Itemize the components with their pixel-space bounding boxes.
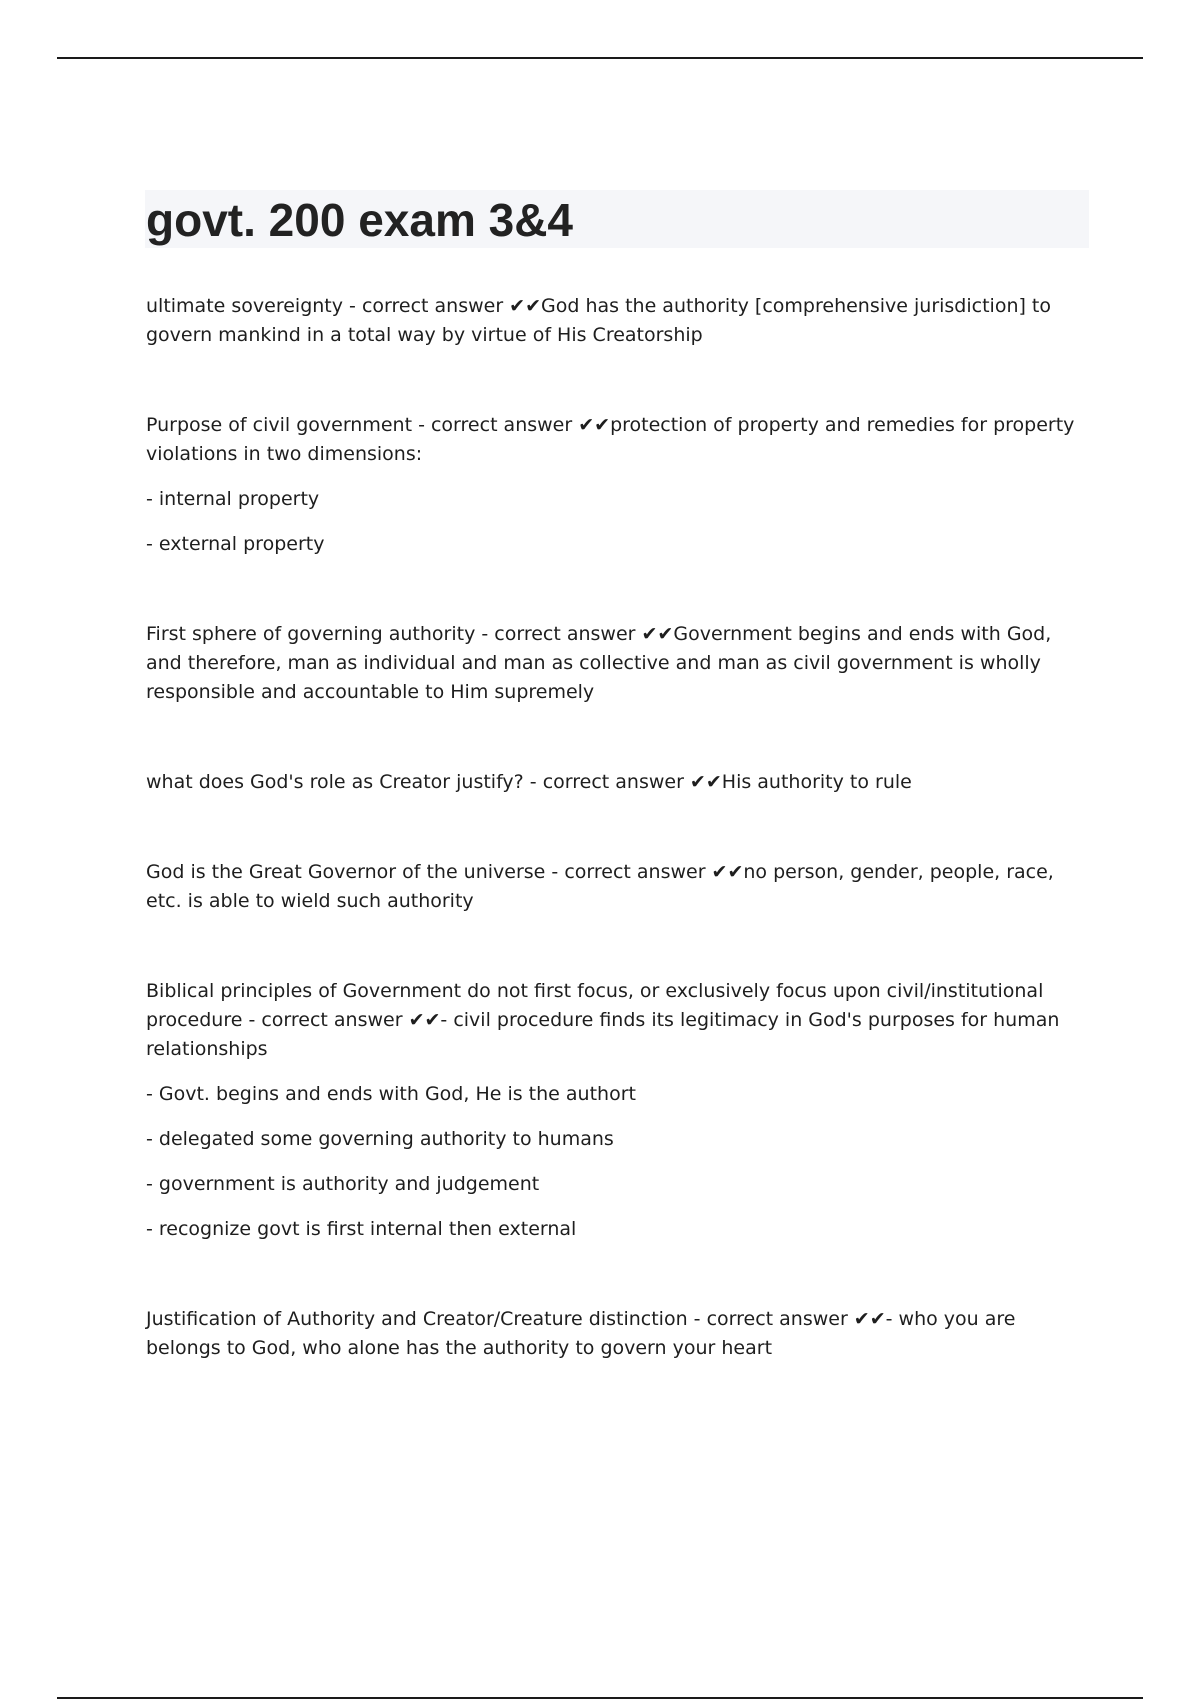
bottom-rule bbox=[57, 1697, 1143, 1699]
bullet-item: - government is authority and judgement bbox=[146, 1173, 540, 1195]
bullet-list bbox=[146, 485, 1086, 559]
qa-text: Purpose of civil government - correct answer ✔✔protection of property and remedies for property violations in two dimensions: bbox=[146, 414, 1075, 465]
qa-item bbox=[146, 620, 1086, 707]
answer-separator: correct answer ✔✔ bbox=[494, 623, 674, 645]
answer-separator: correct answer ✔✔ bbox=[261, 1009, 441, 1031]
qa-text: Justification of Authority and Creator/Creature distinction - correct answer ✔✔- who you are belongs to God, who alone has the authority to govern your heart bbox=[146, 1308, 1016, 1359]
document-title: govt. 200 exam 3&4 bbox=[146, 194, 574, 246]
bullet-item: - delegated some governing authority to humans bbox=[146, 1128, 614, 1150]
bullet-item: - external property bbox=[146, 533, 325, 555]
qa-text: what does God's role as Creator justify? - correct answer ✔✔His authority to rule bbox=[146, 771, 912, 793]
answer-separator: correct answer ✔✔ bbox=[706, 1308, 886, 1330]
answer-separator: correct answer ✔✔ bbox=[564, 861, 744, 883]
answer-separator: correct answer ✔✔ bbox=[542, 771, 722, 793]
qa-text: God is the Great Governor of the universe - correct answer ✔✔no person, gender, people, race, etc. is able to wield such authority bbox=[146, 861, 1054, 912]
qa-item bbox=[146, 858, 1086, 916]
bullet-item: - recognize govt is first internal then external bbox=[146, 1218, 577, 1240]
qa-item bbox=[146, 292, 1086, 350]
question: ultimate sovereignty bbox=[146, 295, 343, 317]
answer-separator: correct answer ✔✔ bbox=[430, 414, 611, 436]
answer-separator: correct answer ✔✔ bbox=[361, 295, 542, 317]
qa-item bbox=[146, 1305, 1086, 1363]
question: Justification of Authority and Creator/Creature distinction bbox=[146, 1308, 688, 1330]
answer: protection of property and remedies for property violations in two dimensions: bbox=[146, 414, 1075, 465]
bullet-item: - internal property bbox=[146, 488, 320, 510]
answer: - who you are belongs to God, who alone has the authority to govern your heart bbox=[146, 1308, 1016, 1359]
qa-item bbox=[146, 977, 1086, 1244]
question: what does God's role as Creator justify? bbox=[146, 771, 524, 793]
question: God is the Great Governor of the universe bbox=[146, 861, 546, 883]
qa-text: First sphere of governing authority - correct answer ✔✔Government begins and ends with God, and therefore, man as individual and man as collective and man as civil government is wholly responsible and accountable to Him supremely bbox=[146, 623, 1052, 703]
question: Biblical principles of Government do not first focus, or exclusively focus upon civil/institutional procedure bbox=[146, 980, 1044, 1031]
top-rule bbox=[57, 57, 1143, 59]
answer: God has the authority [comprehensive jurisdiction] to govern mankind in a total way by virtue of His Creatorship bbox=[146, 295, 1052, 346]
answer: His authority to rule bbox=[721, 771, 912, 793]
answer: no person, gender, people, race, etc. is able to wield such authority bbox=[146, 861, 1054, 912]
question: First sphere of governing authority bbox=[146, 623, 476, 645]
bullet-item: - Govt. begins and ends with God, He is the authort bbox=[146, 1083, 636, 1105]
qa-item bbox=[146, 768, 1086, 797]
question: Purpose of civil government bbox=[146, 414, 413, 436]
answer: - civil procedure finds its legitimacy in God's purposes for human relationships bbox=[146, 1009, 1060, 1060]
qa-list bbox=[146, 292, 1086, 1424]
answer: Government begins and ends with God, and therefore, man as individual and man as collective and man as civil government is wholly responsible and accountable to Him supremely bbox=[146, 623, 1052, 703]
qa-item bbox=[146, 411, 1086, 559]
qa-text: Biblical principles of Government do not first focus, or exclusively focus upon civil/institutional procedure - correct answer ✔✔- civil procedure finds its legitimacy in God's purposes for human relationships bbox=[146, 980, 1060, 1060]
qa-text: ultimate sovereignty - correct answer ✔✔God has the authority [comprehensive jurisdiction] to govern mankind in a total way by virtue of His Creatorship bbox=[146, 295, 1052, 346]
bullet-list bbox=[146, 1080, 1086, 1244]
